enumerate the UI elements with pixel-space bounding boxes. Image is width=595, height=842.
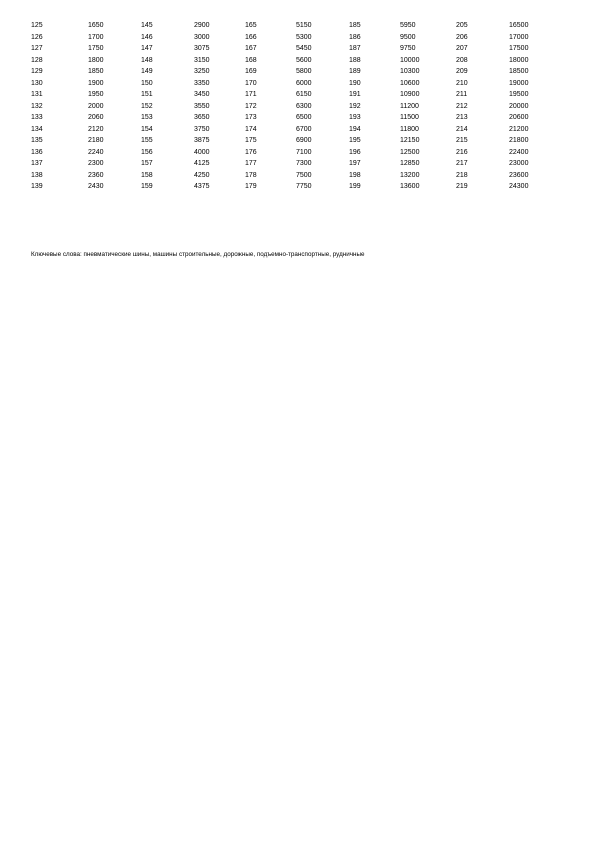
table-cell: 3550 [194, 102, 210, 110]
table-cell: 136 [31, 148, 43, 156]
table-cell: 218 [456, 171, 468, 179]
table-cell: 17000 [509, 33, 529, 41]
table-cell: 7500 [296, 171, 312, 179]
table-cell: 2240 [88, 148, 104, 156]
table-cell: 19000 [509, 79, 529, 87]
table-cell: 3250 [194, 68, 210, 75]
table-cell: 1800 [88, 56, 104, 64]
table-cell: 22400 [509, 148, 529, 156]
table-cell: 6300 [296, 102, 312, 110]
table-row [31, 170, 551, 182]
table-cell: 2430 [88, 183, 104, 190]
table-cell: 6150 [296, 91, 312, 98]
table-cell: 23000 [509, 160, 529, 167]
table-cell: 2300 [88, 160, 104, 167]
table-cell: 207 [456, 45, 468, 52]
table-cell: 174 [245, 125, 257, 133]
table-cell: 3875 [194, 137, 210, 144]
table-cell: 195 [349, 137, 361, 144]
table-cell: 131 [31, 91, 43, 98]
table-cell: 199 [349, 183, 361, 190]
table-cell: 2120 [88, 125, 104, 133]
table-cell: 154 [141, 125, 153, 133]
table-cell: 191 [349, 91, 361, 98]
table-cell: 2180 [88, 137, 104, 144]
table-cell: 185 [349, 22, 361, 29]
keywords-line: Ключевые слова: пневматические шины, машины строительные, дорожные, подъемно-транспортные, рудничные [31, 251, 365, 258]
table-cell: 12150 [400, 137, 420, 144]
table-cell: 186 [349, 33, 361, 41]
table-cell: 1900 [88, 79, 104, 87]
table-row [31, 20, 551, 32]
table-cell: 158 [141, 171, 153, 179]
table-cell: 7100 [296, 148, 312, 156]
table-cell: 205 [456, 22, 468, 29]
table-cell: 156 [141, 148, 153, 156]
table-cell: 211 [456, 91, 468, 98]
table-cell: 10900 [400, 91, 420, 98]
table-cell: 170 [245, 79, 257, 87]
table-row [31, 112, 551, 124]
table-cell: 173 [245, 114, 257, 121]
table-cell: 6000 [296, 79, 312, 87]
table-cell: 16500 [509, 22, 529, 29]
table-cell: 4125 [194, 160, 210, 167]
table-cell: 194 [349, 125, 361, 133]
table-cell: 3750 [194, 125, 210, 133]
table-cell: 6900 [296, 137, 312, 144]
table-cell: 1850 [88, 68, 104, 75]
table-cell: 11800 [400, 125, 419, 133]
table-cell: 3075 [194, 45, 210, 52]
table-cell: 2900 [194, 22, 210, 29]
table-cell: 21800 [509, 137, 529, 144]
table-cell: 10000 [400, 56, 420, 64]
table-cell: 134 [31, 125, 43, 133]
table-cell: 9500 [400, 33, 416, 41]
table-cell: 1700 [88, 33, 104, 41]
table-cell: 2060 [88, 114, 104, 121]
table-cell: 21200 [509, 125, 529, 133]
table-cell: 151 [141, 91, 153, 98]
table-cell: 4000 [194, 148, 210, 156]
table-cell: 193 [349, 114, 361, 121]
table-cell: 7750 [296, 183, 312, 190]
table-cell: 147 [141, 45, 153, 52]
table-cell: 20000 [509, 102, 529, 110]
table-cell: 206 [456, 33, 468, 41]
table-cell: 135 [31, 137, 43, 144]
table-cell: 192 [349, 102, 361, 110]
table-cell: 171 [245, 91, 257, 98]
table-cell: 188 [349, 56, 361, 64]
table-row [31, 147, 551, 159]
table-row [31, 66, 551, 78]
table-cell: 137 [31, 160, 43, 167]
table-cell: 210 [456, 79, 468, 87]
table-cell: 212 [456, 102, 468, 110]
table-cell: 169 [245, 68, 257, 75]
table-cell: 1950 [88, 91, 104, 98]
table-cell: 11500 [400, 114, 419, 121]
table-cell: 125 [31, 22, 43, 29]
table-cell: 145 [141, 22, 153, 29]
table-cell: 216 [456, 148, 468, 156]
table-cell: 3150 [194, 56, 210, 64]
table-cell: 12850 [400, 160, 420, 167]
table-cell: 190 [349, 79, 361, 87]
table-cell: 168 [245, 56, 257, 64]
table-cell: 176 [245, 148, 257, 156]
table-cell: 159 [141, 183, 153, 190]
table-cell: 153 [141, 114, 153, 121]
table-row [31, 181, 551, 193]
table-cell: 10300 [400, 68, 420, 75]
table-cell: 150 [141, 79, 153, 87]
table-cell: 129 [31, 68, 43, 75]
table-cell: 208 [456, 56, 468, 64]
table-cell: 20600 [509, 114, 529, 121]
table-cell: 2000 [88, 102, 104, 110]
table-row [31, 32, 551, 44]
table-cell: 139 [31, 183, 43, 190]
table-cell: 2360 [88, 171, 104, 179]
table-row [31, 124, 551, 136]
table-cell: 4375 [194, 183, 210, 190]
table-cell: 5150 [296, 22, 312, 29]
table-cell: 149 [141, 68, 153, 75]
table-cell: 172 [245, 102, 257, 110]
table-cell: 5800 [296, 68, 312, 75]
table-cell: 3350 [194, 79, 210, 87]
table-cell: 196 [349, 148, 361, 156]
table-cell: 128 [31, 56, 43, 64]
table-cell: 6500 [296, 114, 312, 121]
table-cell: 214 [456, 125, 468, 133]
table-cell: 189 [349, 68, 361, 75]
table-cell: 13600 [400, 183, 420, 190]
table-row [31, 78, 551, 90]
table-cell: 198 [349, 171, 361, 179]
table-cell: 217 [456, 160, 468, 167]
table-cell: 9750 [400, 45, 416, 52]
table-cell: 11200 [400, 102, 419, 110]
table-cell: 148 [141, 56, 153, 64]
table-cell: 3450 [194, 91, 210, 98]
table-cell: 138 [31, 171, 43, 179]
table-cell: 209 [456, 68, 468, 75]
table-cell: 4250 [194, 171, 210, 179]
table-row [31, 101, 551, 113]
table-cell: 175 [245, 137, 257, 144]
table-cell: 5950 [400, 22, 416, 29]
table-cell: 177 [245, 160, 257, 167]
table-cell: 157 [141, 160, 153, 167]
table-cell: 5600 [296, 56, 312, 64]
table-cell: 1750 [88, 45, 104, 52]
table-cell: 197 [349, 160, 361, 167]
table-cell: 5300 [296, 33, 312, 41]
table-cell: 18500 [509, 68, 529, 75]
table-row [31, 89, 551, 101]
table-cell: 167 [245, 45, 257, 52]
table-cell: 12500 [400, 148, 420, 156]
table-cell: 130 [31, 79, 43, 87]
table-cell: 3000 [194, 33, 210, 41]
table-cell: 215 [456, 137, 468, 144]
table-row [31, 135, 551, 147]
table-cell: 23600 [509, 171, 529, 179]
table-cell: 1650 [88, 22, 104, 29]
table-cell: 178 [245, 171, 257, 179]
table-cell: 126 [31, 33, 43, 41]
table-cell: 179 [245, 183, 257, 190]
table-row [31, 158, 551, 170]
table-cell: 24300 [509, 183, 529, 190]
table-cell: 132 [31, 102, 43, 110]
table-cell: 213 [456, 114, 468, 121]
table-cell: 19500 [509, 91, 529, 98]
table-cell: 219 [456, 183, 468, 190]
table-cell: 7300 [296, 160, 312, 167]
table-cell: 13200 [400, 171, 420, 179]
table-row [31, 55, 551, 67]
table-cell: 18000 [509, 56, 529, 64]
table-cell: 6700 [296, 125, 312, 133]
table-cell: 3650 [194, 114, 210, 121]
table-cell: 133 [31, 114, 43, 121]
table-cell: 17500 [509, 45, 529, 52]
table-row [31, 43, 551, 55]
load-table [31, 20, 551, 193]
table-cell: 10600 [400, 79, 420, 87]
table-cell: 166 [245, 33, 257, 41]
table-cell: 155 [141, 137, 153, 144]
table-cell: 152 [141, 102, 153, 110]
table-cell: 127 [31, 45, 43, 52]
table-cell: 5450 [296, 45, 312, 52]
table-cell: 165 [245, 22, 257, 29]
table-cell: 187 [349, 45, 361, 52]
table-cell: 146 [141, 33, 153, 41]
